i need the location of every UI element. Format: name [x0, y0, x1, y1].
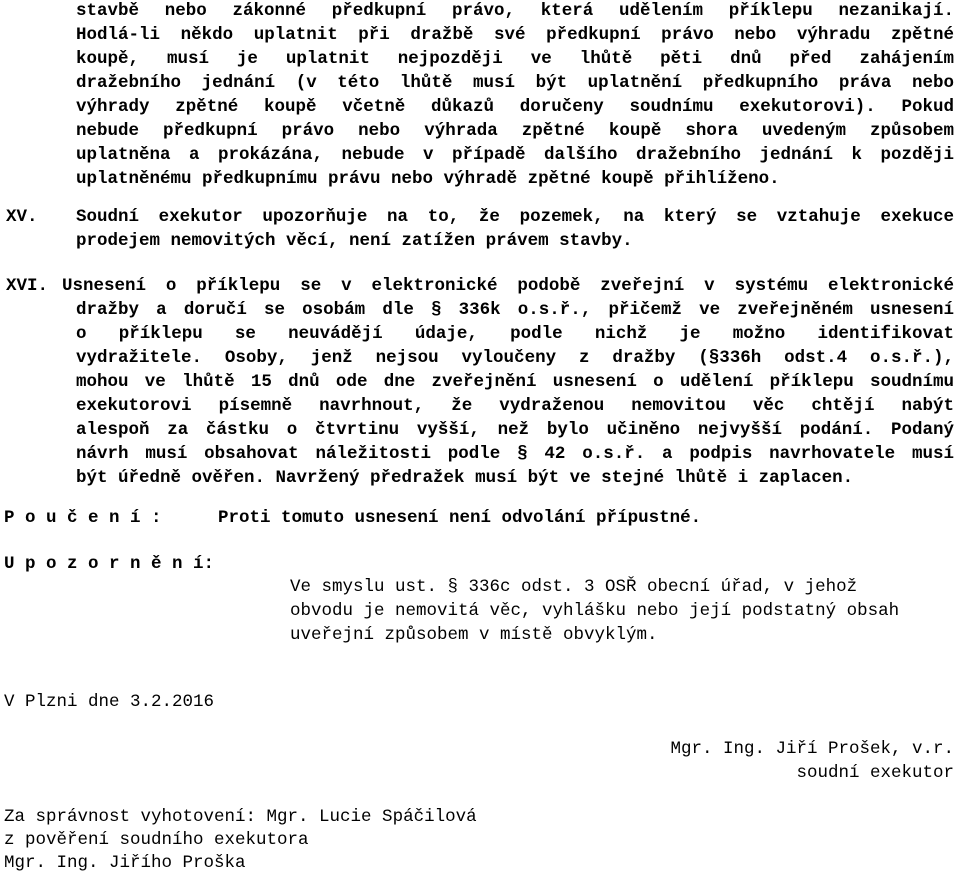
signature-name: Mgr. Ing. Jiří Prošek, v.r. — [670, 739, 954, 759]
text-line: nebude předkupní právo nebo výhrada zpětné koupě shora uvedeným způsobem — [76, 121, 954, 141]
text-line: alespoň za částku o čtvrtinu vyšší, než bylo učiněno nejvyšší podání. Podaný — [76, 420, 954, 440]
text-line: o příklepu se neuvádějí údaje, podle nichž je možno identifikovat — [76, 324, 954, 344]
text-line: exekutorovi písemně navrhnout, že vydraženou nemovitou věc chtějí nabýt — [76, 396, 954, 416]
text-line: Soudní exekutor upozorňuje na to, že pozemek, na který se vztahuje exekuce — [76, 207, 954, 227]
signature-role: soudní exekutor — [796, 763, 954, 783]
text-line: uplatněna a prokázána, nebude v případě dalšího dražebního jednání k později — [76, 145, 954, 165]
upozorneni-label: U p o z o r n ě n í: — [4, 554, 215, 574]
text-line: návrh musí obsahovat náležitosti podle § 42 o.s.ř. a podpis navrhovatele musí — [76, 444, 954, 464]
text-line: uplatněnému předkupnímu právu nebo výhradě zpětné koupě přihlíženo. — [76, 169, 780, 189]
text-line: koupě, musí je uplatnit nejpozději ve lhůtě pěti dnů před zahájením — [76, 49, 954, 69]
text-line: stavbě nebo zákonné předkupní právo, která udělením příklepu nezanikají. — [76, 1, 954, 21]
text-line: obvodu je nemovitá věc, vyhlášku nebo její podstatný obsah — [290, 601, 900, 621]
text-line: dražebního jednání (v této lhůtě musí být uplatnění předkupního práva nebo — [76, 73, 954, 93]
text-line: z pověření soudního exekutora — [4, 830, 309, 850]
text-line: uveřejní způsobem v místě obvyklým. — [290, 625, 658, 645]
text-line: být úředně ověřen. Navržený předražek musí být ve stejné lhůtě i zaplacen. — [76, 468, 854, 488]
text-line: Usnesení o příklepu se v elektronické podobě zveřejní v systému elektronické — [62, 276, 954, 296]
text-line: prodejem nemovitých věcí, není zatížen právem stavby. — [76, 231, 633, 251]
text-line: Mgr. Ing. Jiřího Proška — [4, 853, 246, 873]
section-numeral: XVI. — [6, 276, 49, 296]
text-line: výhrady zpětné koupě včetně důkazů doručeny soudnímu exekutorovi). Pokud — [76, 97, 954, 117]
text-line: Ve smyslu ust. § 336c odst. 3 OSŘ obecní úřad, v jehož — [290, 577, 858, 597]
place-date: V Plzni dne 3.2.2016 — [4, 692, 215, 712]
text-line: Za správnost vyhotovení: Mgr. Lucie Spáčilová — [4, 807, 477, 827]
text-line: vydražitele. Osoby, jenž nejsou vyloučeny z dražby (§336h odst.4 o.s.ř.), — [76, 348, 954, 368]
text-line: dražby a doručí se osobám dle § 336k o.s.ř., přičemž ve zveřejněném usnesení — [76, 300, 954, 320]
pouceni-text: Proti tomuto usnesení není odvolání přípustné. — [218, 508, 702, 528]
pouceni-label: P o u č e n í : — [4, 508, 162, 528]
section-numeral: XV. — [6, 207, 38, 227]
text-line: Hodlá-li někdo uplatnit při dražbě své předkupní právo nebo výhradu zpětné — [76, 25, 954, 45]
text-line: mohou ve lhůtě 15 dnů ode dne zveřejnění usnesení o udělení příklepu soudnímu — [76, 372, 954, 392]
